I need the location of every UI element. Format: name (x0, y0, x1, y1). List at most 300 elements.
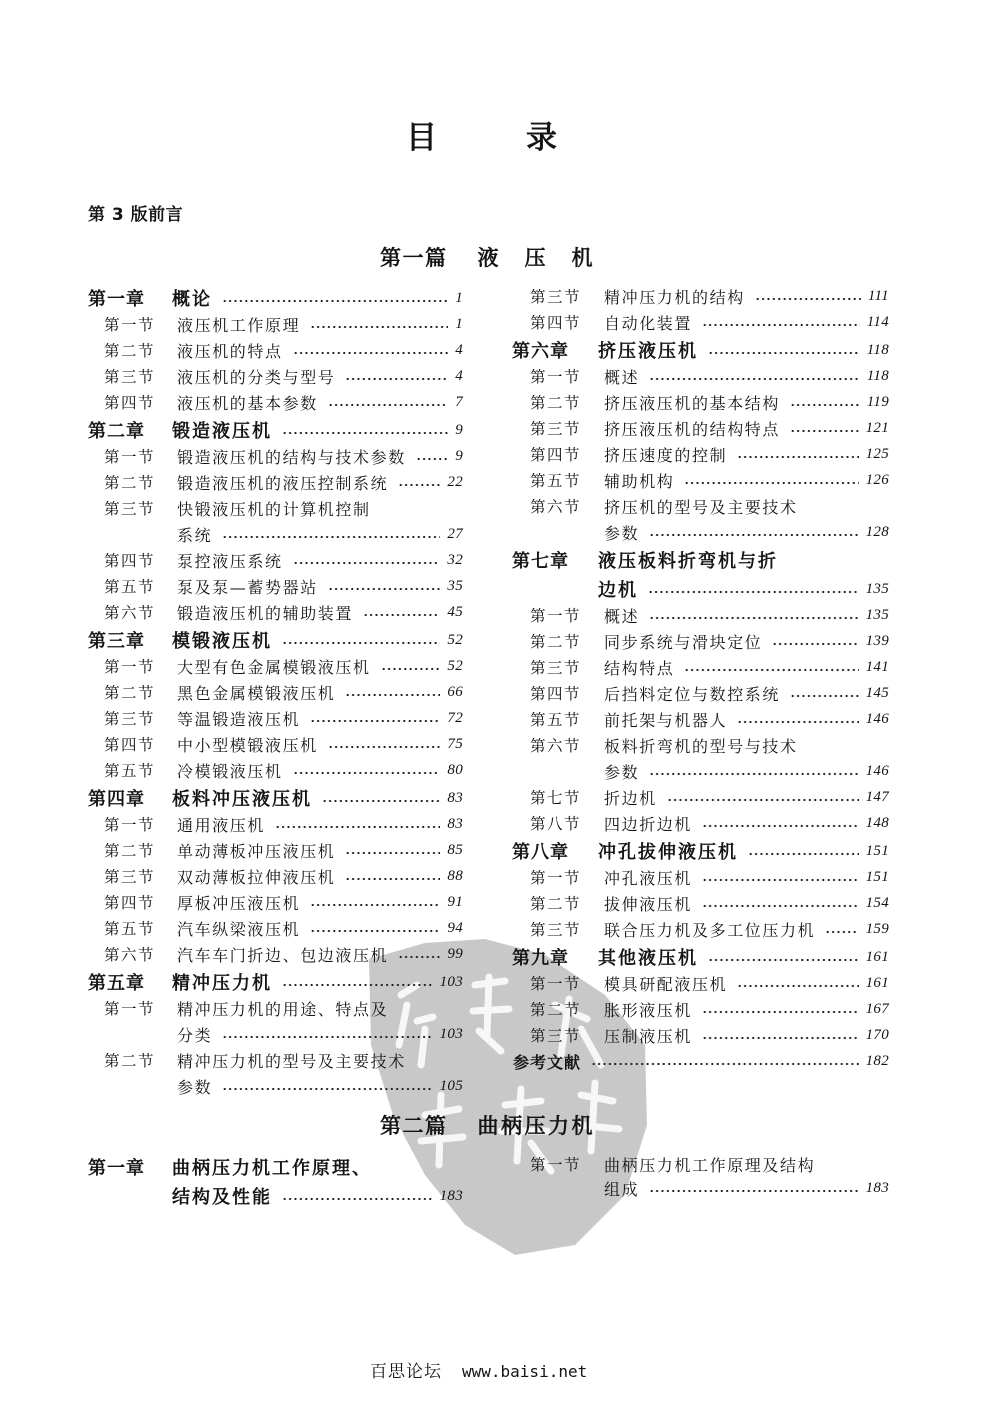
references-title: 参考文献 (513, 1052, 582, 1072)
toc-section-row (510, 890, 889, 916)
page-number: 27 (447, 525, 463, 542)
section-label: 第四节 (104, 894, 156, 912)
dot-leader (222, 299, 448, 303)
dot-leader (772, 642, 858, 646)
page-number: 146 (865, 710, 889, 727)
page-number: 111 (867, 287, 889, 304)
page-number: 167 (865, 1000, 889, 1017)
page-number: 121 (865, 419, 889, 436)
dot-leader (293, 771, 441, 775)
page-number: 183 (439, 1187, 463, 1204)
toc-section-row (85, 389, 463, 415)
section-label: 第六节 (104, 946, 156, 964)
page-number: 1 (455, 289, 463, 306)
section-label: 第二节 (104, 1052, 156, 1070)
toc-continuation-row (510, 576, 889, 602)
dot-leader (825, 930, 858, 934)
dot-leader (363, 613, 440, 617)
section-title: 曲柄压力机工作原理及结构 (604, 1155, 816, 1175)
page-number: 118 (866, 341, 889, 358)
section-title: 单动薄板冲压液压机 (177, 841, 336, 861)
section-title: 液压机的特点 (177, 341, 283, 361)
page-number: 52 (447, 657, 463, 674)
footer-url: www.baisi.net (462, 1362, 588, 1381)
section-title: 液压机的分类与型号 (177, 367, 336, 387)
section-title: 折边机 (604, 788, 657, 808)
page-number: 105 (439, 1077, 463, 1094)
toc-section-row (85, 731, 463, 757)
section-title: 压制液压机 (604, 1026, 693, 1046)
section-label: 第七节 (530, 789, 582, 807)
section-title: 冷模锻液压机 (177, 761, 283, 781)
section-title-continued: 系统 (177, 525, 213, 545)
toc-section-row (510, 363, 889, 389)
dot-leader (649, 616, 858, 620)
chapter-label: 第九章 (512, 948, 569, 969)
section-title: 辅助机构 (604, 471, 675, 491)
dot-leader (737, 455, 858, 459)
toc-section-row (510, 283, 889, 309)
dot-leader (293, 351, 449, 355)
toc-section-row (85, 889, 463, 915)
dot-leader (328, 745, 441, 749)
section-title: 精冲压力机的型号及主要技术 (177, 1051, 406, 1071)
toc-section-row (510, 810, 889, 836)
dot-leader (310, 929, 440, 933)
page-number: 135 (865, 606, 889, 623)
chapter-label: 第五章 (88, 973, 145, 994)
page-number: 103 (439, 1025, 463, 1042)
page-number: 145 (865, 684, 889, 701)
toc-section-row (510, 916, 889, 942)
toc-chapter-row (85, 785, 463, 811)
dot-leader (790, 429, 859, 433)
section-title: 黑色金属模锻液压机 (177, 683, 336, 703)
toc-section-row (510, 732, 889, 758)
page-number: 35 (447, 577, 463, 594)
toc-continuation-row (85, 1073, 463, 1099)
toc-section-row (85, 915, 463, 941)
section-label: 第六节 (530, 498, 582, 516)
section-title: 挤压机的型号及主要技术 (604, 497, 798, 517)
page-number: 85 (447, 841, 463, 858)
section-label: 第二节 (530, 1001, 582, 1019)
part-label: 第二篇 (380, 1114, 448, 1138)
section-title: 汽车车门折边、包边液压机 (177, 945, 389, 965)
dot-leader (702, 824, 859, 828)
dot-leader (684, 481, 858, 485)
toc-section-row (510, 628, 889, 654)
dot-leader (702, 1036, 859, 1040)
page-number: 182 (865, 1052, 889, 1069)
section-label: 第二节 (104, 842, 156, 860)
toc-section-row (510, 493, 889, 519)
dot-leader (667, 798, 859, 802)
chapter-title: 挤压液压机 (598, 341, 698, 362)
toc-section-row (85, 443, 463, 469)
section-label: 第四节 (104, 552, 156, 570)
toc-section-row (510, 467, 889, 493)
toc-section-row (510, 706, 889, 732)
toc-chapter-row (85, 285, 463, 311)
chapter-title: 液压板料折弯机与折 (598, 551, 778, 572)
toc-section-row (85, 863, 463, 889)
section-title: 胀形液压机 (604, 1000, 693, 1020)
dot-leader (345, 851, 440, 855)
section-title: 拔伸液压机 (604, 894, 693, 914)
page-number: 99 (447, 945, 463, 962)
page-number: 4 (455, 367, 463, 384)
toc-right-column (510, 283, 889, 1074)
section-label: 第三节 (104, 500, 156, 518)
dot-leader (345, 693, 440, 697)
toc-section-row (510, 680, 889, 706)
section-label: 第四节 (104, 736, 156, 754)
page-number: 141 (865, 658, 889, 675)
dot-leader (649, 377, 860, 381)
page-number: 75 (447, 735, 463, 752)
footer-site-name: 百思论坛 (370, 1362, 442, 1382)
toc-section-row (510, 970, 889, 996)
dot-leader (328, 587, 441, 591)
dot-leader (345, 877, 440, 881)
toc-continuation-row (510, 1176, 889, 1200)
section-title: 前托架与机器人 (604, 710, 728, 730)
section-title-continued: 参数 (604, 762, 640, 782)
toc-references-row (510, 1048, 889, 1074)
section-label: 第四节 (530, 314, 582, 332)
toc-section-row (85, 811, 463, 837)
section-label: 第五节 (530, 472, 582, 490)
toc-section-row (85, 757, 463, 783)
toc-section-row (510, 602, 889, 628)
section-label: 第一节 (104, 316, 156, 334)
section-title: 通用液压机 (177, 815, 266, 835)
part-label: 第一篇 (380, 246, 448, 270)
section-title: 挤压液压机的基本结构 (604, 393, 781, 413)
page-number: 126 (865, 471, 889, 488)
section-label: 第四节 (530, 446, 582, 464)
dot-leader (649, 772, 858, 776)
section-label: 第三节 (530, 420, 582, 438)
toc-section-row (85, 995, 463, 1021)
dot-leader (702, 878, 859, 882)
page-number: 7 (455, 393, 463, 410)
toc-section-row (85, 363, 463, 389)
page-number: 9 (455, 447, 463, 464)
dot-leader (381, 667, 441, 671)
page-number: 52 (447, 631, 463, 648)
section-title-continued: 分类 (177, 1025, 213, 1045)
page-number: 146 (865, 762, 889, 779)
page-number: 161 (865, 974, 889, 991)
page-number: 170 (865, 1026, 889, 1043)
section-title-continued: 组成 (604, 1179, 640, 1199)
dot-leader (748, 852, 859, 856)
dot-leader (282, 983, 433, 987)
chapter-label: 第八章 (512, 842, 569, 863)
section-label: 第五节 (104, 920, 156, 938)
toc-section-row (85, 573, 463, 599)
toc-left-column (85, 1154, 463, 1209)
dot-leader (416, 457, 448, 461)
toc-section-row (85, 837, 463, 863)
page-number: 91 (447, 893, 463, 910)
page-number: 66 (447, 683, 463, 700)
toc-section-row (85, 547, 463, 573)
section-title: 后挡料定位与数控系统 (604, 684, 781, 704)
section-title: 锻造液压机的液压控制系统 (177, 473, 389, 493)
preface-entry: 第 3 版前言 (88, 205, 184, 225)
chapter-title: 曲柄压力机工作原理、 (172, 1158, 372, 1179)
section-label: 第三节 (104, 710, 156, 728)
dot-leader (755, 297, 861, 301)
dot-leader (649, 1189, 858, 1193)
chapter-label: 第六章 (512, 341, 569, 362)
section-label: 第三节 (530, 288, 582, 306)
section-title: 板料折弯机的型号与技术 (604, 736, 798, 756)
dot-leader (222, 1035, 432, 1039)
toc-chapter-row (85, 1154, 463, 1180)
page-number: 118 (866, 367, 889, 384)
section-title-continued: 参数 (177, 1077, 213, 1097)
section-label: 第二节 (104, 342, 156, 360)
dot-leader (293, 561, 441, 565)
page-number: 22 (447, 473, 463, 490)
page-number: 159 (865, 920, 889, 937)
toc-section-row (85, 1047, 463, 1073)
section-title: 快锻液压机的计算机控制 (177, 499, 371, 519)
section-title: 四边折边机 (604, 814, 693, 834)
toc-section-row (85, 941, 463, 967)
dot-leader (702, 904, 859, 908)
dot-leader (708, 958, 859, 962)
page-number: 151 (865, 842, 889, 859)
toc-left-column (85, 285, 463, 1099)
dot-leader (702, 1010, 859, 1014)
dot-leader (222, 535, 440, 539)
section-title: 结构特点 (604, 658, 675, 678)
toc-chapter-row (510, 944, 889, 970)
page-number: 94 (447, 919, 463, 936)
section-title: 泵控液压系统 (177, 551, 283, 571)
toc-section-row (510, 389, 889, 415)
section-title: 锻造液压机的结构与技术参数 (177, 447, 406, 467)
page-number: 125 (865, 445, 889, 462)
section-label: 第二节 (530, 633, 582, 651)
toc-section-row (510, 996, 889, 1022)
dot-leader (275, 825, 440, 829)
page-number: 148 (865, 814, 889, 831)
page-number: 83 (447, 789, 463, 806)
section-label: 第二节 (530, 895, 582, 913)
toc-section-row (510, 309, 889, 335)
toc-section-row (510, 864, 889, 890)
section-title: 双动薄板拉伸液压机 (177, 867, 336, 887)
dot-leader (345, 377, 448, 381)
chapter-label: 第四章 (88, 789, 145, 810)
section-label: 第二节 (530, 394, 582, 412)
section-label: 第五节 (104, 762, 156, 780)
section-label: 第六节 (530, 737, 582, 755)
toc-continuation-row (85, 1183, 463, 1209)
section-title: 锻造液压机的辅助装置 (177, 603, 354, 623)
page-number: 161 (865, 948, 889, 965)
page-footer (370, 1357, 587, 1386)
section-title: 同步系统与滑块定位 (604, 632, 763, 652)
section-title: 挤压速度的控制 (604, 445, 728, 465)
chapter-title: 板料冲压液压机 (172, 789, 312, 810)
toc-section-row (510, 654, 889, 680)
dot-leader (310, 325, 448, 329)
section-title: 挤压液压机的结构特点 (604, 419, 781, 439)
page-number: 9 (455, 421, 463, 438)
section-title: 中小型模锻液压机 (177, 735, 318, 755)
dot-leader (398, 483, 440, 487)
page-number: 83 (447, 815, 463, 832)
section-label: 第五节 (104, 578, 156, 596)
section-title: 精冲压力机的结构 (604, 287, 745, 307)
toc-continuation-row (85, 1021, 463, 1047)
section-title: 厚板冲压液压机 (177, 893, 301, 913)
page-number: 135 (865, 580, 889, 597)
page-number: 32 (447, 551, 463, 568)
dot-leader (708, 351, 860, 355)
section-label: 第二节 (104, 474, 156, 492)
chapter-title-continued: 边机 (598, 580, 638, 601)
chapter-title: 精冲压力机 (172, 973, 272, 994)
section-label: 第四节 (104, 394, 156, 412)
dot-leader (591, 1062, 859, 1066)
dot-leader (648, 590, 859, 594)
section-label: 第一节 (530, 869, 582, 887)
chapter-label: 第三章 (88, 631, 145, 652)
page-number: 147 (865, 788, 889, 805)
toc-chapter-row (85, 417, 463, 443)
chapter-title-continued: 结构及性能 (172, 1187, 272, 1208)
toc-section-row (85, 495, 463, 521)
toc-continuation-row (85, 521, 463, 547)
section-title: 概述 (604, 367, 640, 387)
chapter-title: 概论 (172, 289, 212, 310)
dot-leader (328, 403, 448, 407)
toc-chapter-row (510, 838, 889, 864)
page-number: 4 (455, 341, 463, 358)
section-title: 自动化装置 (604, 313, 693, 333)
part-heading (380, 245, 619, 273)
toc-section-row (85, 599, 463, 625)
toc-chapter-row (510, 337, 889, 363)
section-label: 第三节 (104, 868, 156, 886)
section-label: 第四节 (530, 685, 582, 703)
dot-leader (790, 694, 859, 698)
section-title: 精冲压力机的用途、特点及 (177, 999, 389, 1019)
chapter-title: 其他液压机 (598, 948, 698, 969)
section-title: 冲孔液压机 (604, 868, 693, 888)
dot-leader (322, 799, 440, 803)
dot-leader (282, 431, 448, 435)
section-label: 第一节 (530, 607, 582, 625)
section-label: 第三节 (530, 1027, 582, 1045)
section-label: 第一节 (530, 368, 582, 386)
chapter-title: 锻造液压机 (172, 421, 272, 442)
dot-leader (310, 903, 440, 907)
toc-chapter-row (510, 547, 889, 573)
toc-section-row (510, 415, 889, 441)
section-label: 第八节 (530, 815, 582, 833)
toc-chapter-row (85, 627, 463, 653)
toc-section-row (85, 653, 463, 679)
section-title: 液压机工作原理 (177, 315, 301, 335)
dot-leader (684, 668, 858, 672)
section-label: 第一节 (530, 975, 582, 993)
section-title: 液压机的基本参数 (177, 393, 318, 413)
toc-right-column (510, 1152, 889, 1200)
toc-continuation-row (510, 758, 889, 784)
page-number: 114 (866, 313, 889, 330)
page-number: 128 (865, 523, 889, 540)
section-label: 第三节 (104, 368, 156, 386)
toc-section-row (85, 679, 463, 705)
section-label: 第六节 (104, 604, 156, 622)
section-label: 第二节 (104, 684, 156, 702)
page-number: 72 (447, 709, 463, 726)
page-number: 139 (865, 632, 889, 649)
chapter-label: 第一章 (88, 289, 145, 310)
chapter-title: 冲孔拔伸液压机 (598, 842, 738, 863)
dot-leader (649, 533, 858, 537)
page-number: 183 (865, 1179, 889, 1196)
section-label: 第一节 (104, 1000, 156, 1018)
page-number: 154 (865, 894, 889, 911)
chapter-label: 第一章 (88, 1158, 145, 1179)
toc-section-row (85, 469, 463, 495)
dot-leader (282, 1197, 433, 1201)
page-number: 88 (447, 867, 463, 884)
section-label: 第一节 (104, 816, 156, 834)
toc-section-row (85, 337, 463, 363)
section-title: 大型有色金属模锻液压机 (177, 657, 371, 677)
dot-leader (222, 1087, 432, 1091)
chapter-title: 模锻液压机 (172, 631, 272, 652)
section-label: 第一节 (104, 658, 156, 676)
toc-continuation-row (510, 519, 889, 545)
toc-section-row (85, 705, 463, 731)
section-title: 模具研配液压机 (604, 974, 728, 994)
toc-section-row (510, 1152, 889, 1176)
section-label: 第一节 (104, 448, 156, 466)
section-label: 第五节 (530, 711, 582, 729)
toc-chapter-row (85, 969, 463, 995)
section-title: 汽车纵梁液压机 (177, 919, 301, 939)
section-title: 泵及泵—蓄势器站 (177, 577, 318, 597)
section-label: 第三节 (530, 659, 582, 677)
chapter-label: 第二章 (88, 421, 145, 442)
part-heading (380, 1113, 595, 1141)
section-label: 第三节 (530, 921, 582, 939)
dot-leader (398, 955, 440, 959)
dot-leader (737, 720, 858, 724)
part-title: 液压机 (477, 246, 619, 270)
part-title: 曲柄压力机 (477, 1114, 595, 1138)
toc-section-row (510, 784, 889, 810)
toc-section-row (85, 311, 463, 337)
section-label: 第一节 (530, 1156, 582, 1174)
dot-leader (790, 403, 860, 407)
page-number: 80 (447, 761, 463, 778)
chapter-label: 第七章 (512, 551, 569, 572)
page-number: 151 (865, 868, 889, 885)
